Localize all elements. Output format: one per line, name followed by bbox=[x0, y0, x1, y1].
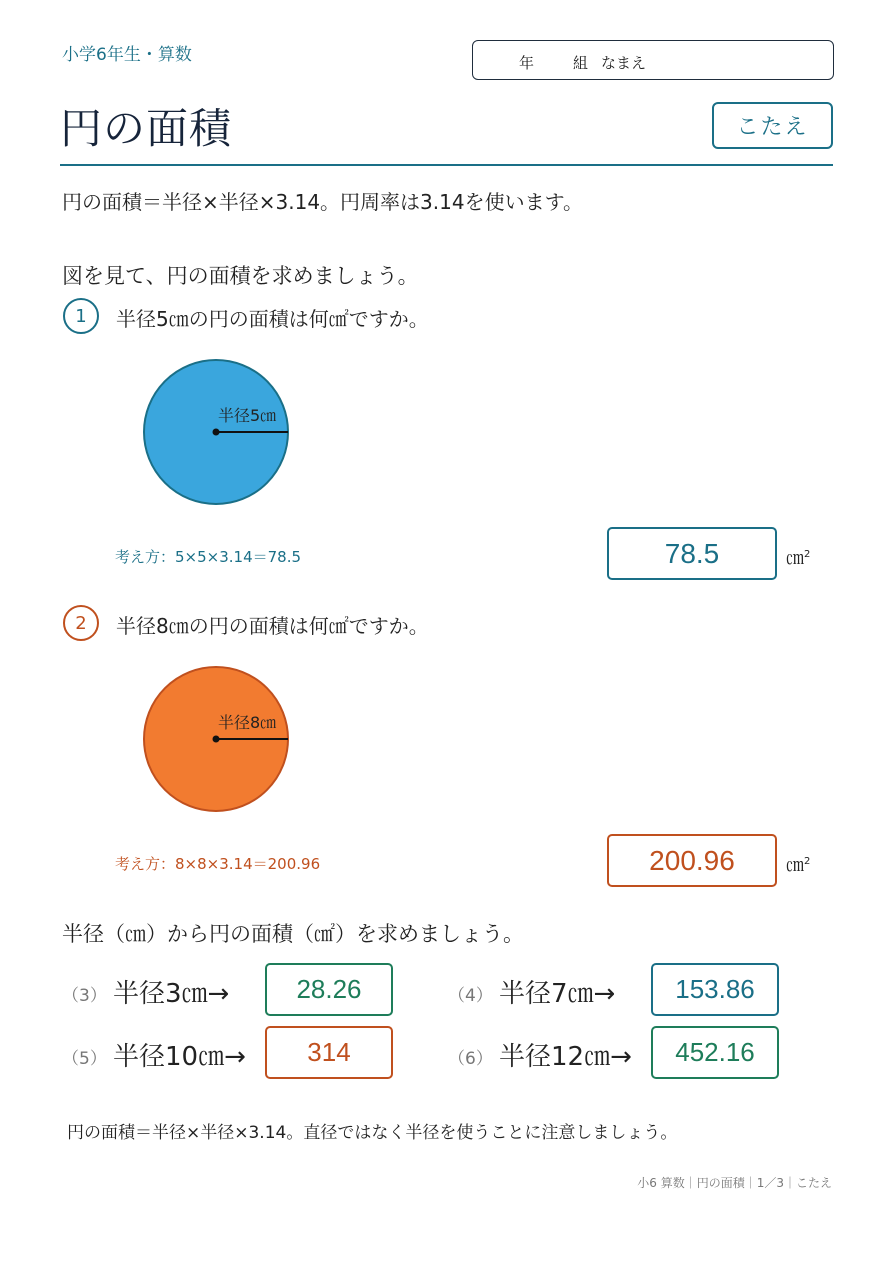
unit-label-2: ㎝$^2$ bbox=[786, 855, 811, 876]
center-dot-2 bbox=[213, 736, 220, 743]
answer-box-3: 28.26 bbox=[265, 963, 393, 1016]
center-dot-1 bbox=[213, 429, 220, 436]
page-footer: 小6 算数｜円の面積｜1／3｜こたえ bbox=[637, 1176, 832, 1190]
problem-number-5: （5） bbox=[62, 1049, 107, 1069]
name-label: なまえ bbox=[601, 54, 647, 72]
question-number-2: 2 bbox=[63, 605, 99, 641]
problem-number-6: （6） bbox=[448, 1049, 493, 1069]
page-title: 円の面積 bbox=[60, 104, 233, 153]
circle-diagram-2 bbox=[140, 663, 292, 815]
grade-label: 小学6年生・算数 bbox=[62, 45, 192, 65]
radius-label-2: 半径8㎝ bbox=[218, 713, 277, 732]
name-class-label: 組 bbox=[573, 54, 589, 72]
answer-box-4: 153.86 bbox=[651, 963, 779, 1016]
question-text-2: 半径8㎝の円の面積は何㎠ですか。 bbox=[116, 614, 429, 638]
method-text-1: 考え方：5×5×3.14＝78.5 bbox=[115, 548, 302, 566]
problem-number-4: （4） bbox=[448, 986, 493, 1006]
radius-label-1: 半径5㎝ bbox=[218, 406, 277, 425]
answer-box-1: 78.5 bbox=[607, 527, 777, 580]
problem-number-3: （3） bbox=[62, 986, 107, 1006]
circle-diagram-1 bbox=[140, 356, 292, 508]
title-divider bbox=[60, 164, 833, 166]
name-box bbox=[472, 40, 834, 80]
answer-box-2: 200.96 bbox=[607, 834, 777, 887]
question-number-1: 1 bbox=[63, 298, 99, 334]
problem-text-4: 半径7㎝→ bbox=[499, 979, 616, 1009]
note-text: 円の面積＝半径×半径×3.14。直径ではなく半径を使うことに注意しましょう。 bbox=[67, 1123, 678, 1143]
name-year-label: 年 bbox=[519, 54, 535, 72]
unit-label-1: ㎝$^2$ bbox=[786, 548, 811, 569]
answer-box-6: 452.16 bbox=[651, 1026, 779, 1079]
question-text-1: 半径5㎝の円の面積は何㎠ですか。 bbox=[116, 307, 429, 331]
instruction-text: 図を見て、円の面積を求めましょう。 bbox=[62, 264, 419, 288]
problem-text-3: 半径3㎝→ bbox=[113, 979, 230, 1009]
section2-instruction: 半径（㎝）から円の面積（㎠）を求めましょう。 bbox=[62, 922, 524, 946]
problem-text-5: 半径10㎝→ bbox=[113, 1042, 246, 1072]
answer-badge: こたえ bbox=[712, 102, 833, 149]
answer-box-5: 314 bbox=[265, 1026, 393, 1079]
formula-text: 円の面積＝半径×半径×3.14。円周率は3.14を使います。 bbox=[62, 190, 583, 214]
method-text-2: 考え方：8×8×3.14＝200.96 bbox=[115, 855, 321, 873]
problem-text-6: 半径12㎝→ bbox=[499, 1042, 632, 1072]
